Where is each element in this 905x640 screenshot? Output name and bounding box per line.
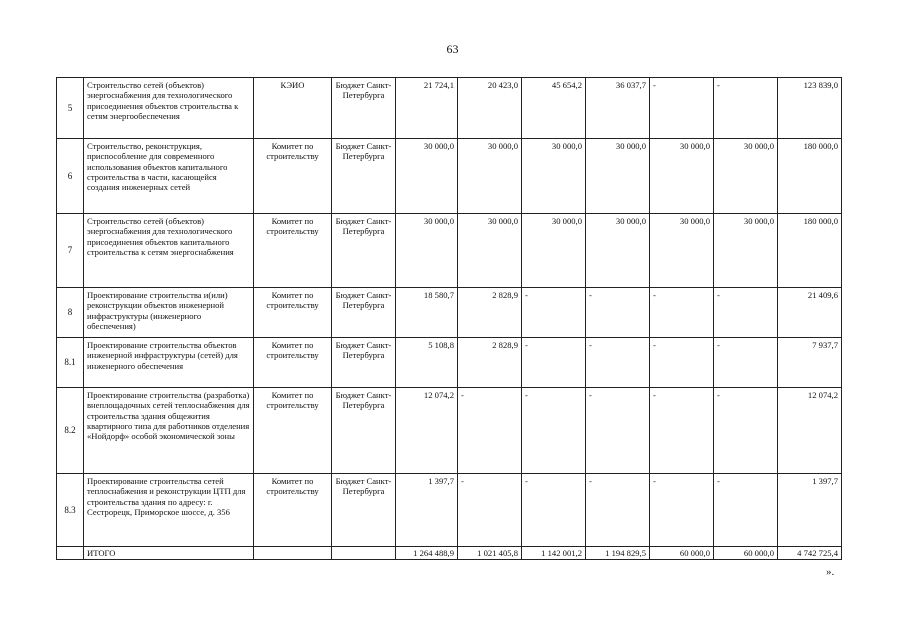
activity-name: Проектирование строительства сетей теплоснабжения и реконструкции ЦТП для строительства здания по адресу: г. Сестрорецк, Приморское шоссе, д. 356: [84, 474, 254, 547]
year-value: -: [714, 78, 778, 139]
total-value: 1 264 488,9: [396, 547, 458, 560]
executor: КЭИО: [254, 78, 332, 139]
year-value: 30 000,0: [396, 139, 458, 214]
table-row: [57, 338, 842, 388]
executor: Комитет по строительству: [254, 474, 332, 547]
executor: Комитет по строительству: [254, 214, 332, 288]
row-number: 7: [57, 214, 84, 288]
total-value: 60 000,0: [714, 547, 778, 560]
year-value: 30 000,0: [650, 139, 714, 214]
totals-row: [57, 547, 842, 560]
row-total: 180 000,0: [778, 214, 842, 288]
year-value: -: [714, 474, 778, 547]
activity-name: Строительство сетей (объектов) энергоснабжения для технологического присоединения объектов строительства к сетям энергообеспечения: [84, 78, 254, 139]
year-value: -: [650, 388, 714, 474]
year-value: 2 828,9: [458, 338, 522, 388]
activity-name: Проектирование строительства и(или) реконструкции объектов инженерной инфраструктуры (инженерного обеспечения): [84, 288, 254, 338]
table-row: [57, 78, 842, 139]
year-value: 5 108,8: [396, 338, 458, 388]
year-value: -: [714, 388, 778, 474]
year-value: 30 000,0: [522, 139, 586, 214]
table-row: [57, 214, 842, 288]
year-value: -: [522, 288, 586, 338]
activity-name: Проектирование строительства объектов инженерной инфраструктуры (сетей) для инженерного обеспечения: [84, 338, 254, 388]
totals-label: ИТОГО: [84, 547, 254, 560]
executor: Комитет по строительству: [254, 388, 332, 474]
funding-source: Бюджет Санкт-Петербурга: [332, 474, 396, 547]
executor: Комитет по строительству: [254, 288, 332, 338]
year-value: -: [586, 474, 650, 547]
year-value: 30 000,0: [458, 139, 522, 214]
year-value: -: [650, 338, 714, 388]
grand-total: 4 742 725,4: [778, 547, 842, 560]
closing-quote-mark: ».: [826, 566, 835, 578]
row-number: 6: [57, 139, 84, 214]
year-value: 12 074,2: [396, 388, 458, 474]
funding-source: Бюджет Санкт-Петербурга: [332, 214, 396, 288]
row-total: 12 074,2: [778, 388, 842, 474]
funding-source: Бюджет Санкт-Петербурга: [332, 139, 396, 214]
activity-name: Строительство сетей (объектов) энергоснабжения для технологического присоединения объектов капитального строительства к сетям энергоснабжения: [84, 214, 254, 288]
year-value: -: [522, 338, 586, 388]
row-total: 123 839,0: [778, 78, 842, 139]
row-total: 7 937,7: [778, 338, 842, 388]
year-value: 30 000,0: [714, 214, 778, 288]
year-value: -: [650, 474, 714, 547]
table-row: [57, 388, 842, 474]
row-number: 8: [57, 288, 84, 338]
year-value: -: [650, 288, 714, 338]
year-value: 2 828,9: [458, 288, 522, 338]
year-value: -: [586, 388, 650, 474]
table-row: [57, 139, 842, 214]
row-number: 5: [57, 78, 84, 139]
year-value: -: [522, 388, 586, 474]
row-number: 8.2: [57, 388, 84, 474]
year-value: -: [650, 78, 714, 139]
year-value: 1 397,7: [396, 474, 458, 547]
row-total: 1 397,7: [778, 474, 842, 547]
row-total: 180 000,0: [778, 139, 842, 214]
year-value: -: [586, 288, 650, 338]
executor: Комитет по строительству: [254, 338, 332, 388]
row-total: 21 409,6: [778, 288, 842, 338]
year-value: 20 423,0: [458, 78, 522, 139]
year-value: 21 724,1: [396, 78, 458, 139]
executor: Комитет по строительству: [254, 139, 332, 214]
year-value: 30 000,0: [396, 214, 458, 288]
year-value: 30 000,0: [586, 214, 650, 288]
program-funding-table: [56, 77, 842, 560]
year-value: 30 000,0: [586, 139, 650, 214]
year-value: 45 654,2: [522, 78, 586, 139]
year-value: 36 037,7: [586, 78, 650, 139]
year-value: 18 580,7: [396, 288, 458, 338]
year-value: 30 000,0: [522, 214, 586, 288]
year-value: -: [458, 388, 522, 474]
year-value: 30 000,0: [458, 214, 522, 288]
table-row: [57, 288, 842, 338]
total-value: 1 021 405,8: [458, 547, 522, 560]
row-number: 8.1: [57, 338, 84, 388]
total-value: 1 194 829,5: [586, 547, 650, 560]
year-value: -: [714, 338, 778, 388]
activity-name: Строительство, реконструкция, приспособление для современного использования объектов капитального строительства в части, касающейся создания инженерных сетей: [84, 139, 254, 214]
table-row: [57, 474, 842, 547]
activity-name: Проектирование строительства (разработка) внеплощадочных сетей теплоснабжения для строительства здания общежития квартирного типа для работников отделения «Нойдорф» особой экономической зоны: [84, 388, 254, 474]
year-value: -: [458, 474, 522, 547]
funding-source: Бюджет Санкт-Петербурга: [332, 388, 396, 474]
row-number: 8.3: [57, 474, 84, 547]
funding-source: Бюджет Санкт-Петербурга: [332, 288, 396, 338]
year-value: 30 000,0: [650, 214, 714, 288]
page-number: 63: [446, 42, 459, 56]
year-value: -: [714, 288, 778, 338]
funding-source: Бюджет Санкт-Петербурга: [332, 78, 396, 139]
funding-source: Бюджет Санкт-Петербурга: [332, 338, 396, 388]
year-value: -: [586, 338, 650, 388]
total-value: 1 142 001,2: [522, 547, 586, 560]
year-value: -: [522, 474, 586, 547]
year-value: 30 000,0: [714, 139, 778, 214]
total-value: 60 000,0: [650, 547, 714, 560]
